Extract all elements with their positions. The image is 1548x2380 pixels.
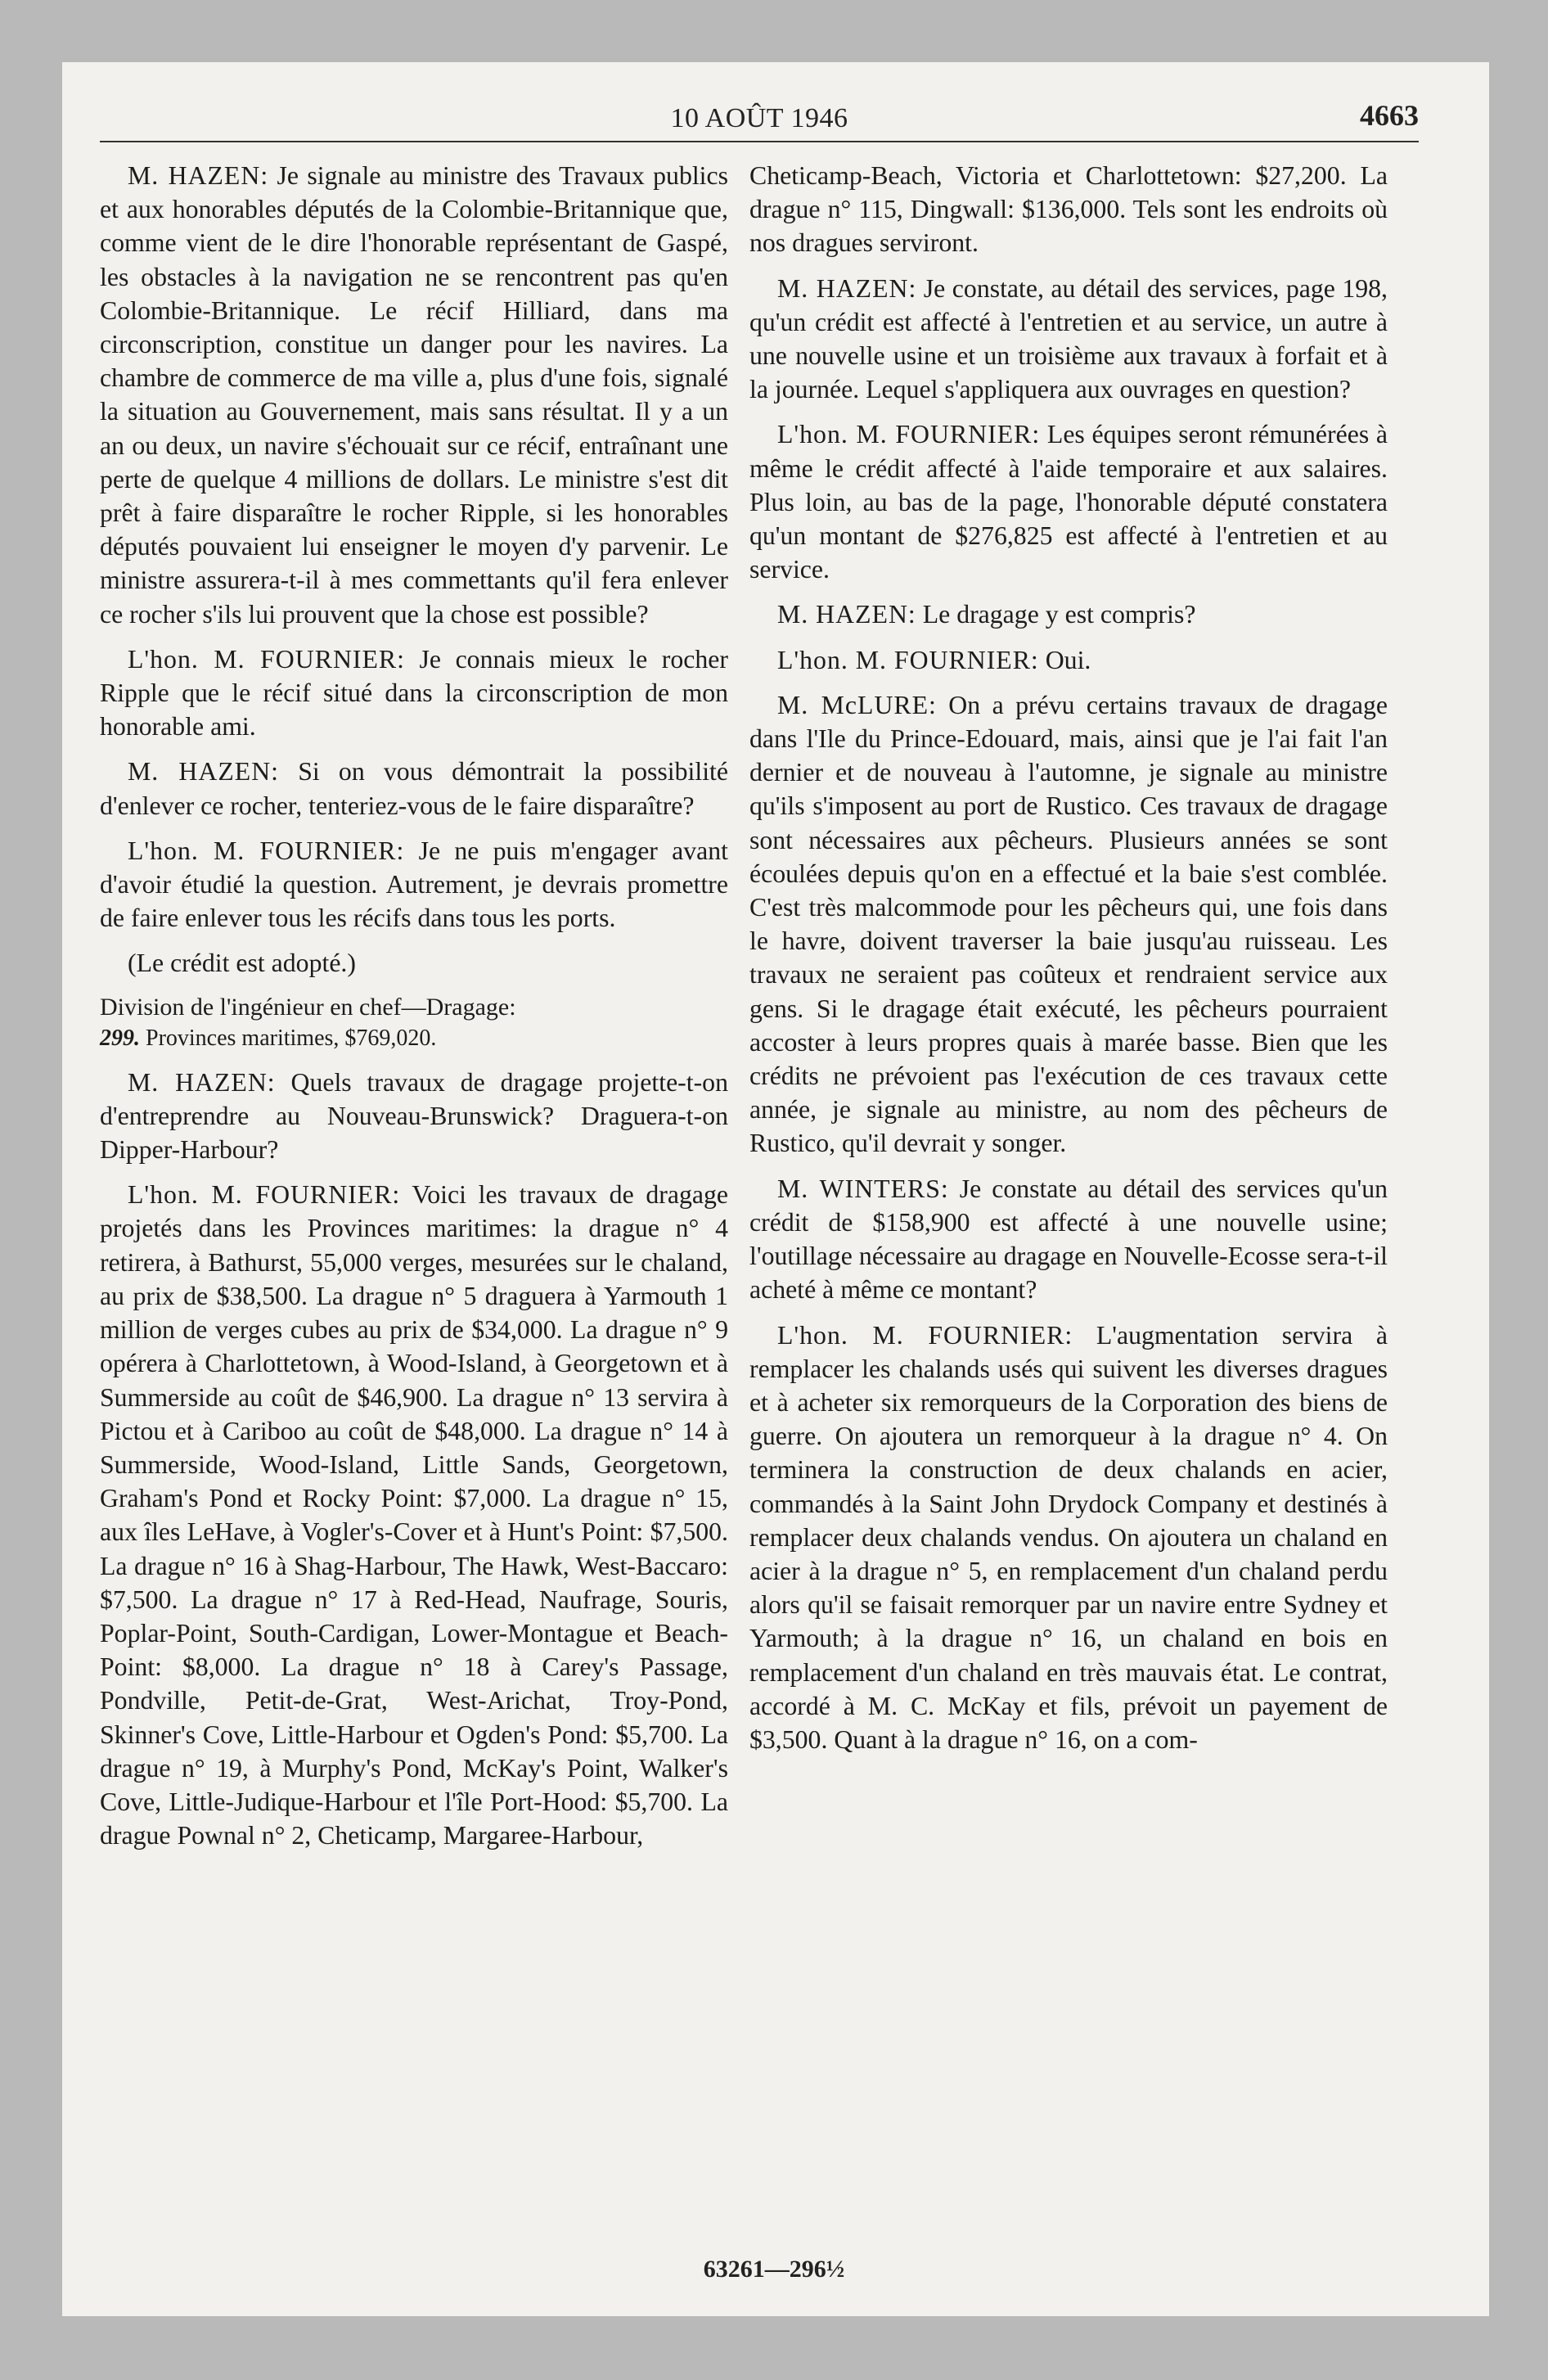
paragraph-text: Je constate, au détail des services, page 198, qu'un crédit est affecté à l'entretien et au service, un autre à une nouvelle usine et un troisième aux travaux à forfait et à la journée. Lequel s'appliquera aux ouvrages en question? — [749, 273, 1388, 404]
speaker-name: L'hon. M. FOURNIER: — [777, 645, 1039, 674]
speaker-name: M. McLURE: — [777, 690, 937, 719]
paragraph — [749, 1172, 1388, 1307]
speaker-name: L'hon. M. FOURNIER: — [128, 644, 405, 674]
paragraph — [749, 597, 1388, 631]
speaker-name: L'hon. M. FOURNIER: — [128, 836, 405, 865]
paragraph-text: Si on vous démontrait la possibilité d'enlever ce rocher, tenteriez-vous de le faire disparaître? — [100, 757, 728, 820]
speaker-name: L'hon. M. FOURNIER: — [777, 420, 1041, 449]
paragraph-text: Cheticamp-Beach, Victoria et Charlottetown: $27,200. La drague n° 115, Dingwall: $136,000. Tels sont les endroits où nos dragues serviront. — [749, 161, 1388, 258]
speaker-name: M. WINTERS: — [777, 1174, 949, 1203]
section-description: Provinces maritimes, $769,020. — [146, 1025, 437, 1051]
paragraph — [749, 417, 1388, 586]
paragraph — [100, 1178, 728, 1852]
paragraph-text: Je ne puis m'engager avant d'avoir étudié la question. Autrement, je devrais promettre de faire enlever tous les récifs dans tous les ports. — [100, 836, 728, 933]
header-date: 10 AOÛT 1946 — [670, 103, 848, 133]
paragraph-text: Le dragage y est compris? — [922, 600, 1196, 629]
paragraph-text: Oui. — [1045, 645, 1091, 674]
paragraph-text: Je connais mieux le rocher Ripple que le récif situé dans la circonscription de mon honorable ami. — [100, 644, 728, 741]
page-header — [100, 92, 1419, 144]
paragraph — [100, 834, 728, 935]
paragraph-text: Voici les travaux de dragage projetés dans les Provinces maritimes: la drague n° 4 retirera, à Bathurst, 55,000 verges, mesurées sur le chaland, au prix de $38,500. La drague n° 5 draguera à Yarmouth 1 million de verges cubes au prix de $34,000. La drague n° 9 opérera à Charlottetown, à Wood-Island, à Georgetown et à Summerside au coût de $46,900. La drague n° 13 servira à Pictou et à Cariboo au coût de $48,000. La drague n° 14 à Summerside, Wood-Island, Little Sands, Georgetown, Graham's Pond et Rocky Point: $7,000. La drague n° 15, aux îles LeHave, à Vogler's-Cover et à Hunt's Point: $7,500. La drague n° 16 à Shag-Harbour, The Hawk, West-Baccaro: $7,500. La drague n° 17 à Red-Head, Naufrage, Souris, Poplar-Point, South-Cardigan, Lower-Montague et Beach-Point: $8,000. La drague n° 18 à Carey's Passage, Pondville, Petit-de-Grat, West-Arichat, Troy-Pond, Skinner's Cove, Little-Harbour et Ogden's Pond: $5,700. La drague n° 19, à Murphy's Pond, McKay's Point, Walker's Cove, Little-Judique-Harbour et l'île Port-Hood: $5,700. La drague Pownal n° 2, Cheticamp, Margaree-Harbour, — [100, 1180, 728, 1850]
paragraph-text: Je signale au ministre des Travaux publics et aux honorables députés de la Colombie-Britannique que, comme vient de le dire l'honorable représentant de Gaspé, les obstacles à la navigation ne se rencontrent pas qu'en Colombie-Britannique. Le récif Hilliard, dans ma circonscription, constitue un danger pour les navires. La chambre de commerce de ma ville a, plus d'une fois, signalé la situation au Gouvernement, mais sans résultat. Il y a un an ou deux, un navire s'échouait sur ce récif, entraînant une perte de quelque 4 millions de dollars. Le ministre s'est dit prêt à faire disparaître le rocher Ripple, si les honorables députés pouvaient lui enseigner le moyen d'y parvenir. Le ministre assurera-t-il à mes commettants qu'il fera enlever ce rocher s'ils lui prouvent que la chose est possible? — [100, 161, 728, 629]
paragraph-text: (Le crédit est adopté.) — [128, 949, 356, 978]
speaker-name: M. HAZEN: — [777, 273, 917, 303]
header-rule — [100, 141, 1419, 142]
paragraph — [749, 159, 1388, 260]
paragraph — [100, 159, 728, 631]
paragraph-text: Quels travaux de dragage projette-t-on d'entreprendre au Nouveau-Brunswick? Draguera-t-on Dipper-Harbour? — [100, 1067, 728, 1165]
left-column — [100, 159, 728, 1864]
paragraph — [100, 1066, 728, 1167]
paragraph — [100, 642, 728, 744]
header-page-number: 4663 — [1360, 99, 1419, 132]
paragraph — [749, 1318, 1388, 1757]
right-column — [749, 159, 1388, 1768]
page-footer: 63261—296½ — [703, 2256, 845, 2283]
speaker-name: L'hon. M. FOURNIER: — [777, 1320, 1073, 1350]
paragraph — [749, 688, 1388, 1161]
paragraph-text: Les équipes seront rémunérées à même le crédit affecté à l'aide temporaire et aux salaires. Plus loin, au bas de la page, l'honorable député constatera qu'un montant de $276,825 est affecté à l'entretien et au service. — [749, 420, 1388, 584]
speaker-name: M. HAZEN: — [128, 161, 269, 190]
paragraph-text: On a prévu certains travaux de dragage dans l'Ile du Prince-Edouard, mais, ainsi que je l'ai fait l'an dernier et de nouveau à l'automne, je signale au ministre qu'ils s'imposent au port de Rustico. Ces travaux de dragage sont nécessaires aux pêcheurs. Plusieurs années se sont écoulées depuis qu'on en a effectué et la baie s'est comblée. C'est très malcommode pour les pêcheurs qui, une fois dans le havre, doivent traverser la baie jusqu'au ruisseau. Les travaux ne seraient pas coûteux et rendraient service aux gens. Si le dragage était exécuté, les pêcheurs pourraient accoster à leurs propres quais à marée basse. Bien que les crédits ne prévoient pas l'exécution de ces travaux cette année, je signale au ministre, au nom des pêcheurs de Rustico, qu'il devrait y songer. — [749, 690, 1388, 1158]
speaker-name: M. HAZEN: — [128, 757, 279, 787]
speaker-name: L'hon. M. FOURNIER: — [128, 1180, 401, 1210]
section-title: Division de l'ingénieur en chef—Dragage: — [100, 993, 516, 1021]
paragraph — [749, 643, 1388, 677]
section-subtitle — [100, 1023, 728, 1054]
speaker-name: M. HAZEN: — [777, 600, 916, 629]
paragraph-text: Je constate au détail des services qu'un crédit de $158,900 est affecté à une nouvelle usine; l'outillage nécessaire au dragage en Nouvelle-Ecosse sera-t-il acheté à même ce montant? — [749, 1174, 1388, 1305]
section-number: 299. — [100, 1025, 140, 1051]
paragraph-text: L'augmentation servira à remplacer les chalands usés qui suivent les diverses dragues et à acheter six remorqueurs de la Corporation des biens de guerre. On ajoutera un remorqueur à la drague n° 4. On terminera la construction de deux chalands en acier, commandés à la Saint John Drydock Company et destinés à remplacer deux chalands vendus. On ajoutera un chaland en acier à la drague n° 5, en remplacement d'un chaland perdu alors qu'il se faisait remorquer par un navire entre Sydney et Yarmouth; à la drague n° 16, un chaland en bois en remplacement d'un chaland en très mauvais état. Le contrat, accordé à M. C. McKay et fils, prévoit un payement de $3,500. Quant à la drague n° 16, on a com- — [749, 1320, 1388, 1754]
speaker-name: M. HAZEN: — [128, 1067, 276, 1097]
paragraph — [100, 946, 728, 980]
paragraph — [749, 272, 1388, 407]
paragraph — [100, 755, 728, 822]
